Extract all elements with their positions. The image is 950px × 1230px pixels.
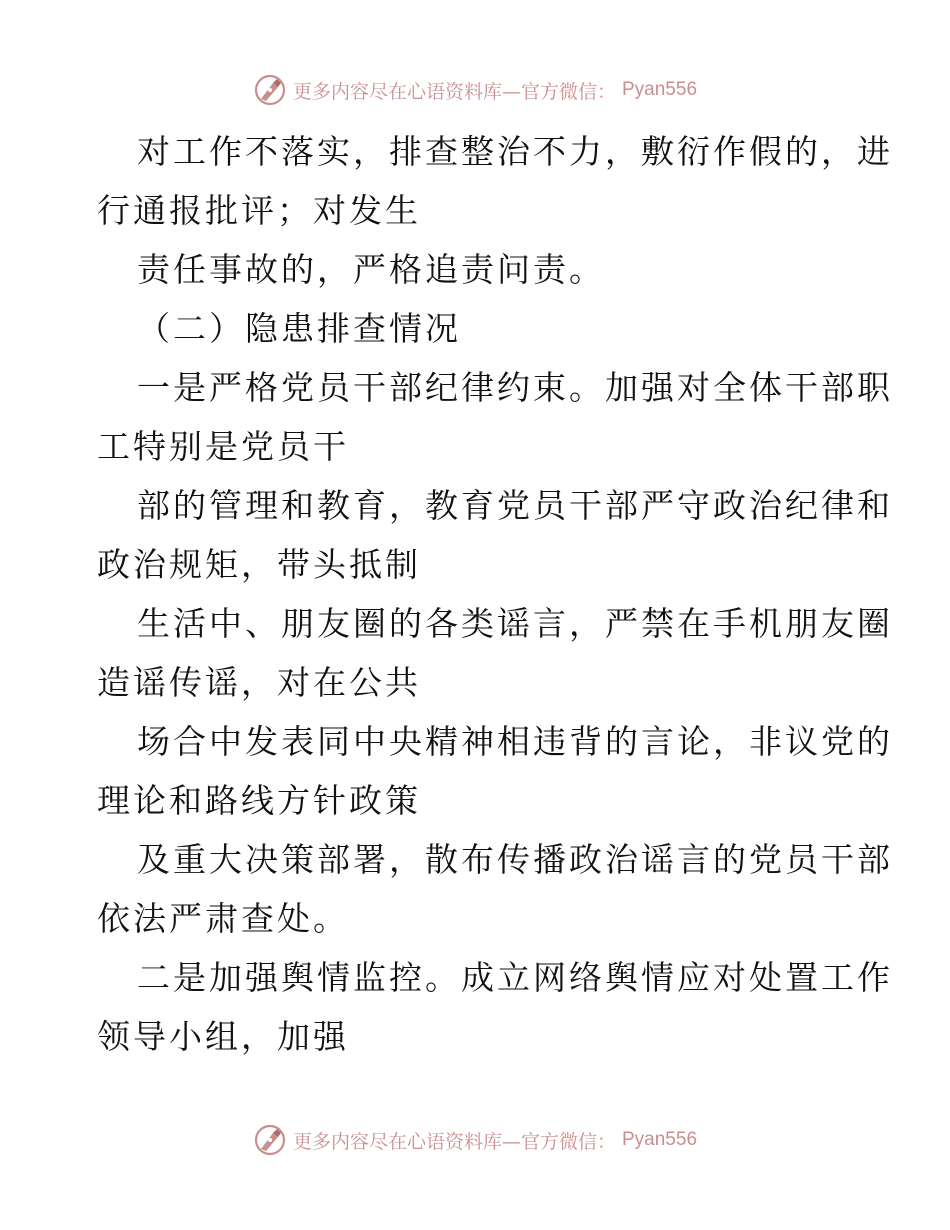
pen-logo-icon	[253, 1123, 287, 1157]
text-line: 理论和路线方针政策	[97, 781, 421, 820]
pen-logo-icon	[253, 73, 287, 107]
watermark-text: 更多内容尽在心语资料库—官方微信：	[292, 1130, 616, 1153]
text-line: 政治规矩，带头抵制	[97, 545, 421, 584]
watermark-wechat-id: Pyan556	[622, 1129, 698, 1150]
text-line: 行通报批评；对发生	[97, 191, 421, 230]
text-line: 场合中发表同中央精神相违背的言论，非议党的	[137, 722, 893, 761]
watermark-wechat-id: Pyan556	[622, 79, 698, 100]
footer-watermark	[0, 1120, 950, 1160]
text-line: 一是严格党员干部纪律约束。加强对全体干部职	[137, 368, 893, 407]
text-line: 责任事故的，严格追责问责。	[137, 250, 605, 289]
text-line: 对工作不落实，排查整治不力，敷衍作假的，进	[137, 132, 893, 171]
document-body	[97, 122, 893, 1066]
section-heading: （二）隐患排查情况	[137, 309, 461, 348]
text-line: 部的管理和教育，教育党员干部严守政治纪律和	[137, 486, 893, 525]
text-line: 依法严肃查处。	[97, 899, 349, 938]
text-line: 造谣传谣，对在公共	[97, 663, 421, 702]
text-line: 及重大决策部署，散布传播政治谣言的党员干部	[137, 840, 893, 879]
text-line: 生活中、朋友圈的各类谣言，严禁在手机朋友圈	[137, 604, 893, 643]
text-line: 工特别是党员干	[97, 427, 349, 466]
text-line: 二是加强舆情监控。成立网络舆情应对处置工作	[137, 958, 893, 997]
header-watermark	[0, 70, 950, 110]
text-line: 领导小组，加强	[97, 1017, 349, 1056]
watermark-text: 更多内容尽在心语资料库—官方微信：	[292, 80, 616, 103]
